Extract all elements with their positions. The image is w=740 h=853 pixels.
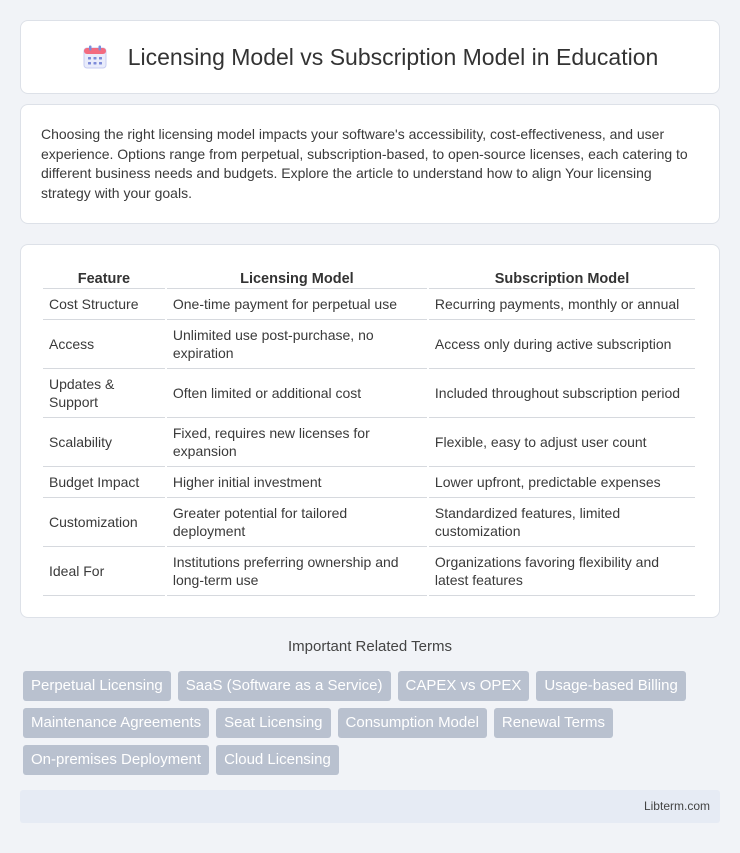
header-feature: Feature: [43, 265, 165, 289]
tag-capex-vs-opex[interactable]: CAPEX vs OPEX: [398, 671, 530, 701]
row-licensing: Unlimited use post-purchase, no expiration: [167, 320, 427, 369]
row-licensing: Often limited or additional cost: [167, 369, 427, 418]
tag-cloud-licensing[interactable]: Cloud Licensing: [216, 745, 339, 775]
tag-maintenance-agreements[interactable]: Maintenance Agreements: [23, 708, 209, 738]
header-subscription: Subscription Model: [429, 265, 695, 289]
header-card: [20, 20, 720, 94]
table-row: [43, 320, 695, 369]
row-licensing: Higher initial investment: [167, 467, 427, 498]
table-row: [43, 547, 695, 596]
row-feature: Ideal For: [43, 547, 165, 596]
table-row: [43, 498, 695, 547]
related-terms-tags: [23, 671, 723, 782]
table-row: [43, 289, 695, 320]
title-wrap: [82, 44, 659, 71]
tag-on-premises-deployment[interactable]: On-premises Deployment: [23, 745, 209, 775]
tag-row: [23, 745, 723, 775]
row-feature: Access: [43, 320, 165, 369]
row-licensing: One-time payment for perpetual use: [167, 289, 427, 320]
row-subscription: Flexible, easy to adjust user count: [429, 418, 695, 467]
row-feature: Budget Impact: [43, 467, 165, 498]
tag-renewal-terms[interactable]: Renewal Terms: [494, 708, 613, 738]
table-row: [43, 369, 695, 418]
row-licensing: Greater potential for tailored deployment: [167, 498, 427, 547]
table-header-row: [43, 265, 695, 289]
row-licensing: Institutions preferring ownership and long-term use: [167, 547, 427, 596]
row-licensing: Fixed, requires new licenses for expansion: [167, 418, 427, 467]
comparison-table: [41, 265, 697, 596]
table-row: [43, 467, 695, 498]
table-row: [43, 418, 695, 467]
tag-seat-licensing[interactable]: Seat Licensing: [216, 708, 330, 738]
row-subscription: Lower upfront, predictable expenses: [429, 467, 695, 498]
tag-row: [23, 671, 723, 701]
comparison-card: [20, 244, 720, 618]
row-subscription: Recurring payments, monthly or annual: [429, 289, 695, 320]
row-subscription: Standardized features, limited customization: [429, 498, 695, 547]
header-licensing: Licensing Model: [167, 265, 427, 289]
tag-consumption-model[interactable]: Consumption Model: [338, 708, 487, 738]
related-terms-title: Important Related Terms: [288, 638, 452, 655]
row-feature: Customization: [43, 498, 165, 547]
tag-perpetual-licensing[interactable]: Perpetual Licensing: [23, 671, 171, 701]
tag-usage-based-billing[interactable]: Usage-based Billing: [536, 671, 685, 701]
tag-saas[interactable]: SaaS (Software as a Service): [178, 671, 391, 701]
footer-brand-link[interactable]: Libterm.com: [643, 799, 710, 813]
row-feature: Cost Structure: [43, 289, 165, 320]
row-subscription: Organizations favoring flexibility and latest features: [429, 547, 695, 596]
intro-card: [20, 104, 720, 224]
footer: [20, 790, 720, 823]
page-title: Licensing Model vs Subscription Model in Education: [127, 43, 659, 70]
intro-text: Choosing the right licensing model impacts your software's accessibility, cost-effectiveness, and user experience. Options range from perpetual, subscription-based, to open-source licenses, each catering to different business needs and budgets. Explore the article to understand how to align Your licensing strategy with your goals.: [41, 126, 688, 201]
row-subscription: Access only during active subscription: [429, 320, 695, 369]
calendar-icon: [82, 44, 108, 70]
tag-row: [23, 708, 723, 738]
row-feature: Scalability: [43, 418, 165, 467]
row-feature: Updates & Support: [43, 369, 165, 418]
row-subscription: Included throughout subscription period: [429, 369, 695, 418]
